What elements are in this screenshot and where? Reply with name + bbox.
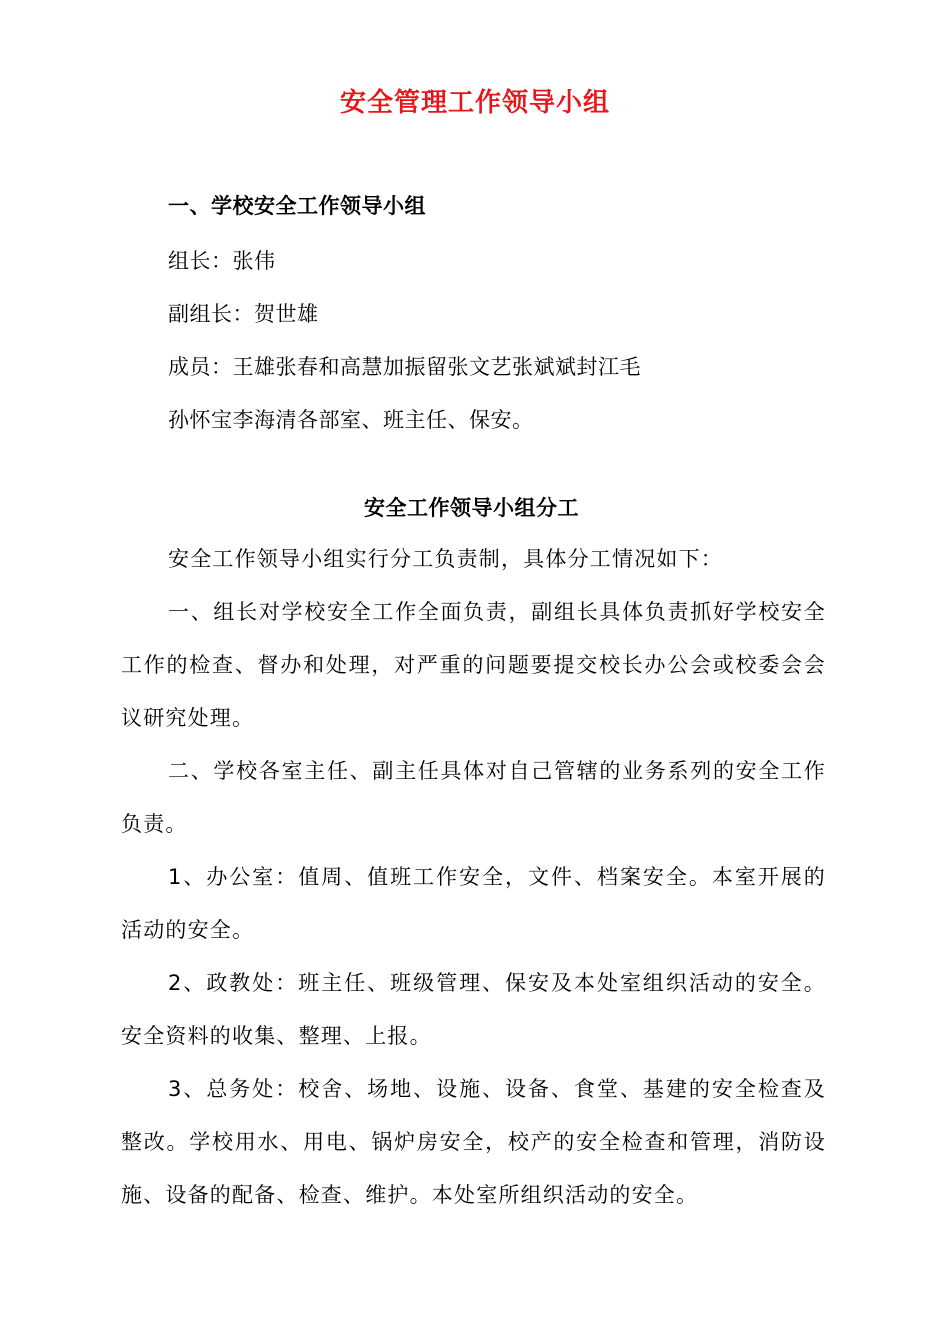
document-title: 安全管理工作领导小组 [339,88,610,118]
deputy-leader-line: 副组长：贺世雄 [168,302,319,326]
paragraph-item-2: 二、学校各室主任、副主任具体对自己管辖的业务系列的安全工作负责。 [121,759,826,836]
division-heading: 安全工作领导小组分工 [364,496,579,520]
paragraph-intro: 安全工作领导小组实行分工负责制，具体分工情况如下： [168,547,723,571]
paragraph-office: 1、办公室：值周、值班工作安全，文件、档案安全。本室开展的活动的安全。 [121,865,826,942]
section-heading-leadership-group: 一、学校安全工作领导小组 [168,194,426,218]
paragraph-general-affairs: 3、总务处：校舍、场地、设施、设备、食堂、基建的安全检查及整改。学校用水、用电、锅炉房安全，校产的安全检查和管理，消防设施、设备的配备、检查、维护。本处室所组织活动的安全。 [121,1077,826,1207]
paragraph-item-1: 一、组长对学校安全工作全面负责，副组长具体负责抓好学校安全工作的检查、督办和处理，对严重的问题要提交校长办公会或校委会会议研究处理。 [121,600,826,730]
members-line-1: 成员：王雄张春和高慧加振留张文艺张斌斌封江毛 [168,355,641,379]
members-line-2: 孙怀宝李海清各部室、班主任、保安。 [168,408,534,432]
paragraph-political-education: 2、政教处：班主任、班级管理、保安及本处室组织活动的安全。安全资料的收集、整理、上报。 [121,971,826,1048]
leader-line: 组长：张伟 [168,249,276,273]
